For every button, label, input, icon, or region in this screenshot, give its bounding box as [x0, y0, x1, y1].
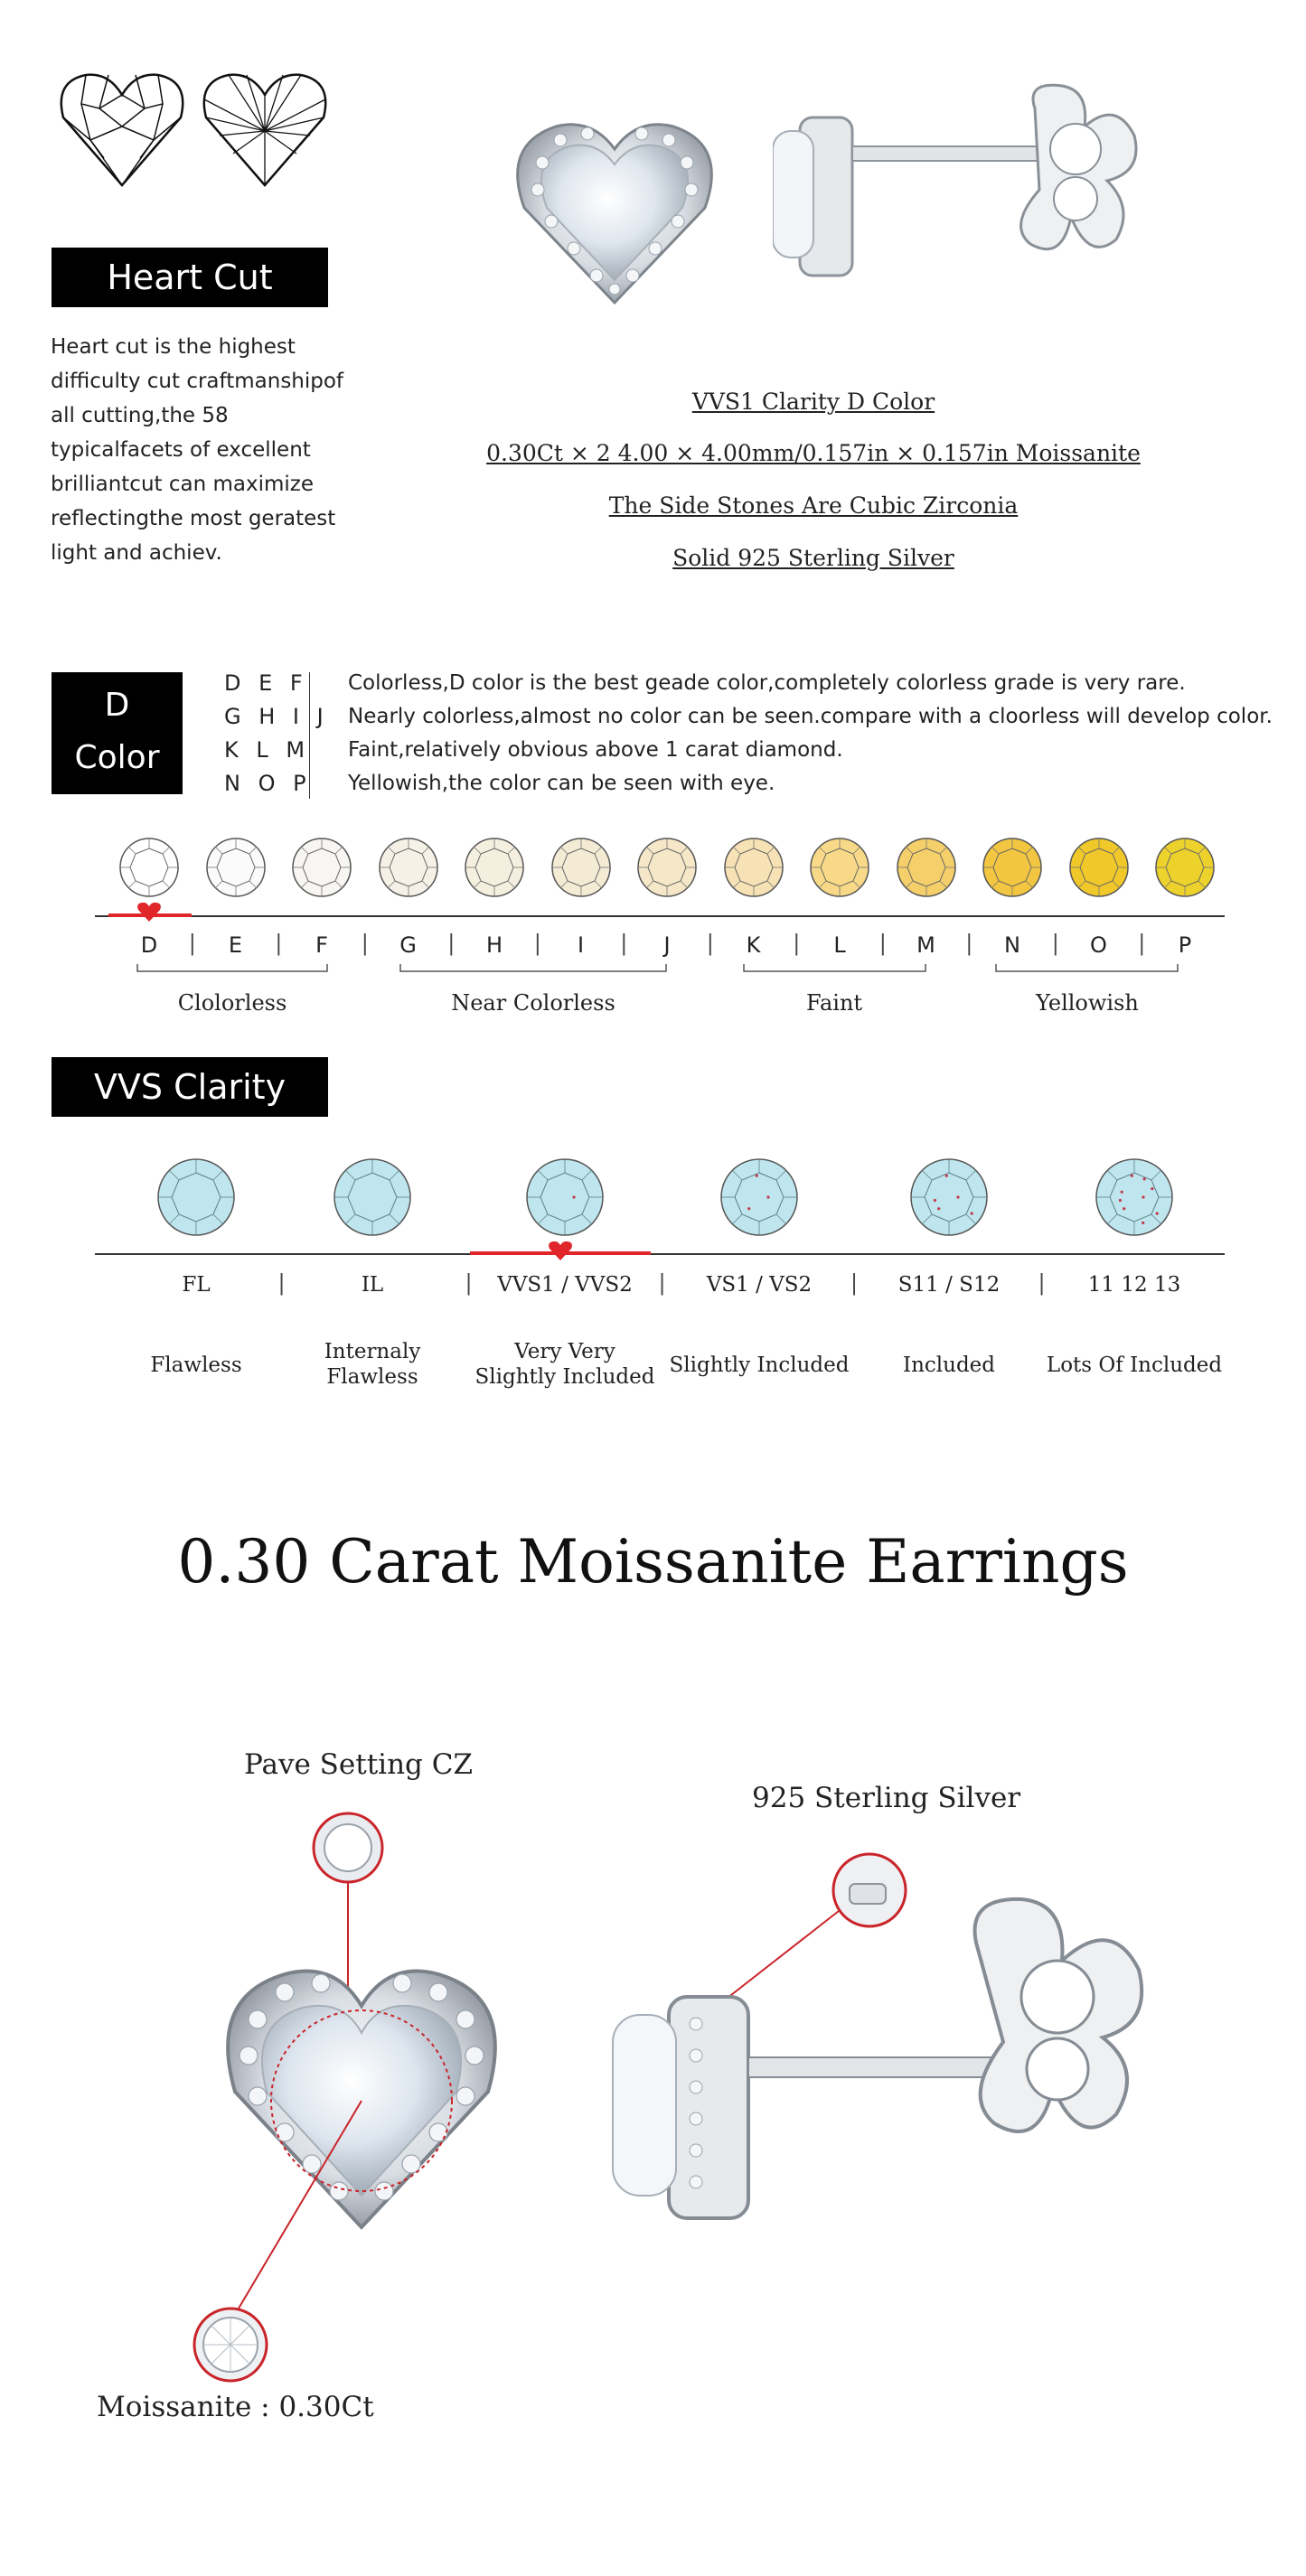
clarity-separator: |	[277, 1270, 286, 1296]
color-selected-marker-icon	[136, 902, 163, 923]
color-stone-o-icon	[1067, 836, 1131, 899]
clarity-description-line: Flawless	[150, 1354, 242, 1377]
color-stone-n-icon	[981, 836, 1044, 899]
spec-clarity-color: VVS1 Clarity D Color	[691, 389, 935, 415]
color-stone-d-icon	[117, 836, 181, 899]
grade-letters-klm: K L M	[224, 737, 311, 763]
clarity-description-line: Slightly Included	[474, 1365, 655, 1389]
color-stone-e-icon	[204, 836, 268, 899]
clarity-grade-label: FL	[182, 1273, 211, 1297]
clarity-description-line: Very Very	[514, 1340, 615, 1363]
heart-cut-outline-diagram	[54, 68, 190, 194]
clarity-grade-label: VVS1 / VVS2	[497, 1273, 633, 1297]
clarity-stone-2-icon	[332, 1157, 413, 1238]
earring-front-photo-small	[506, 108, 723, 316]
group-label-near-colorless: Near Colorless	[451, 990, 615, 1016]
color-scale-separator: |	[965, 931, 973, 956]
clarity-stone-4-icon	[719, 1157, 800, 1238]
color-scale-separator: |	[1051, 931, 1059, 956]
color-scale-separator: |	[620, 931, 628, 956]
clarity-description-line: Included	[902, 1354, 996, 1377]
grade-text-faint: Faint,relatively obvious above 1 carat diamond.	[348, 738, 843, 762]
color-scale-separator: |	[793, 931, 801, 956]
clarity-scale-line	[95, 1253, 1225, 1255]
color-scale-separator: |	[361, 931, 369, 956]
grade-text-near-colorless: Nearly colorless,almost no color can be seen.compare with a cloorless will develop color.	[348, 705, 1273, 728]
callout-pave-setting: Pave Setting CZ	[244, 1748, 473, 1781]
color-scale-line	[95, 915, 1225, 917]
clarity-grade-label: IL	[361, 1273, 384, 1297]
color-stone-m-icon	[895, 836, 958, 899]
grade-text-colorless: Colorless,D color is the best geade color,completely colorless grade is very rare.	[348, 671, 1186, 695]
clarity-separator: |	[1038, 1270, 1046, 1296]
clarity-description	[324, 1339, 421, 1390]
moissanite-magnifier-icon	[190, 2304, 271, 2385]
color-scale-letter-n: N	[1004, 932, 1020, 958]
color-scale-separator: |	[188, 931, 196, 956]
grade-letters-def: D E F	[224, 670, 308, 696]
product-title: 0.30 Carat Moissanite Earrings	[177, 1527, 1129, 1597]
callout-moissanite: Moissanite : 0.30Ct	[97, 2391, 374, 2423]
color-group-brackets	[0, 962, 1306, 980]
color-scale-separator: |	[878, 931, 887, 956]
clarity-separator: |	[465, 1270, 473, 1296]
d-color-tag	[52, 672, 183, 794]
clarity-description	[1047, 1353, 1222, 1378]
clarity-description-line: Internaly	[324, 1340, 421, 1363]
clarity-stone-5-icon	[908, 1157, 990, 1238]
clarity-description	[670, 1353, 850, 1378]
color-stone-k-icon	[722, 836, 785, 899]
color-stone-i-icon	[550, 836, 613, 899]
color-scale-separator: |	[447, 931, 456, 956]
earring-front-photo-large	[217, 1807, 506, 2367]
color-scale-separator: |	[275, 931, 283, 956]
color-scale-letter-h: H	[485, 932, 503, 958]
color-scale-letter-e: E	[228, 932, 243, 958]
group-label-yellowish: Yellowish	[1036, 990, 1139, 1016]
color-scale-separator: |	[533, 931, 541, 956]
color-scale-letter-m: M	[916, 932, 935, 958]
color-scale-letter-l: L	[833, 932, 846, 958]
color-scale-letter-f: F	[315, 932, 328, 958]
spec-side-stones: The Side Stones Are Cubic Zirconia	[608, 492, 1019, 519]
clarity-grade-label: VS1 / VS2	[706, 1273, 813, 1297]
clarity-stone-1-icon	[155, 1157, 237, 1238]
color-scale-letter-p: P	[1178, 932, 1192, 958]
color-scale-letter-o: O	[1090, 932, 1107, 958]
color-scale-letter-g: G	[399, 932, 417, 958]
color-scale-letter-j: J	[663, 932, 671, 958]
callout-sterling-silver: 925 Sterling Silver	[752, 1782, 1021, 1814]
group-label-colorless: Clolorless	[177, 990, 287, 1016]
clarity-stone-3-icon	[524, 1157, 606, 1238]
color-stone-l-icon	[808, 836, 871, 899]
clarity-selected-marker-icon	[547, 1241, 574, 1262]
clarity-description	[903, 1353, 995, 1378]
color-scale-separator: |	[706, 931, 714, 956]
clarity-grade-label: 11 12 13	[1087, 1273, 1181, 1297]
spec-size: 0.30Ct × 2 4.00 × 4.00mm/0.157in × 0.157in Moissanite	[486, 440, 1141, 466]
earring-side-photo-large	[606, 1843, 1166, 2241]
color-scale-letter-i: I	[577, 932, 585, 958]
clarity-description	[475, 1339, 655, 1390]
clarity-description-line: Slightly Included	[669, 1354, 850, 1377]
grade-text-yellowish: Yellowish,the color can be seen with eye.	[348, 772, 775, 795]
clarity-description-line: Flawless	[326, 1365, 418, 1389]
spec-material: Solid 925 Sterling Silver	[672, 545, 954, 571]
heart-cut-description: Heart cut is the highest difficulty cut craftmanshipof all cutting,the 58 typicalfacets of excellent brilliantcut can maximize reflectingthe most geratest light and achiev.	[51, 335, 344, 565]
color-stone-j-icon	[635, 836, 699, 899]
clarity-grade-label: S11 / S12	[897, 1273, 1001, 1297]
color-stone-h-icon	[463, 836, 526, 899]
heart-cut-facet-diagram	[197, 68, 333, 194]
d-color-tag-line1: D	[104, 687, 130, 724]
color-stone-p-icon	[1153, 836, 1217, 899]
heart-cut-tag: Heart Cut	[52, 248, 328, 307]
color-scale-separator: |	[1138, 931, 1146, 956]
clarity-separator: |	[658, 1270, 666, 1296]
vvs-clarity-tag: VVS Clarity	[52, 1057, 328, 1117]
clarity-description	[150, 1353, 241, 1378]
grade-letters-ghij: G H I J	[224, 704, 329, 729]
clarity-stone-6-icon	[1094, 1157, 1175, 1238]
grade-letters-nop: N O P	[224, 771, 312, 796]
group-label-faint: Faint	[805, 990, 863, 1016]
color-scale-letter-k: K	[746, 932, 761, 958]
clarity-description-line: Lots Of Included	[1046, 1354, 1223, 1377]
color-stone-f-icon	[290, 836, 353, 899]
d-color-tag-line2: Color	[74, 739, 160, 776]
color-scale-letter-d: D	[140, 932, 158, 958]
clarity-separator: |	[850, 1270, 859, 1296]
color-stone-g-icon	[377, 836, 440, 899]
earring-side-photo-small	[773, 81, 1152, 289]
